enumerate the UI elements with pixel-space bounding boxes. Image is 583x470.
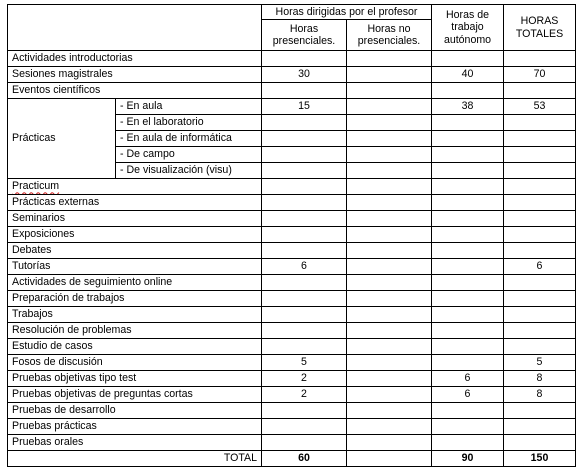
table-row bbox=[8, 403, 576, 419]
hours-no-presenciales bbox=[347, 99, 432, 115]
hours-totales bbox=[504, 339, 576, 355]
hours-autonomo bbox=[432, 435, 504, 451]
hours-autonomo bbox=[432, 243, 504, 259]
hours-autonomo: 6 bbox=[432, 371, 504, 387]
hours-autonomo: 6 bbox=[432, 387, 504, 403]
header-row-1 bbox=[8, 5, 576, 20]
table-row bbox=[8, 339, 576, 355]
hours-totales bbox=[504, 227, 576, 243]
table-row bbox=[8, 179, 576, 195]
hours-no-presenciales bbox=[347, 435, 432, 451]
hours-totales: 150 bbox=[504, 451, 576, 467]
hours-totales: 8 bbox=[504, 387, 576, 403]
hours-totales bbox=[504, 243, 576, 259]
hours-autonomo bbox=[432, 131, 504, 147]
header-presenciales: Horas presenciales. bbox=[262, 20, 347, 51]
hours-totales bbox=[504, 51, 576, 67]
hours-no-presenciales bbox=[347, 243, 432, 259]
table-row bbox=[8, 371, 576, 387]
hours-no-presenciales bbox=[347, 147, 432, 163]
header-totales: HORAS TOTALES bbox=[504, 5, 576, 51]
table-row bbox=[8, 259, 576, 275]
hours-totales: 53 bbox=[504, 99, 576, 115]
hours-totales bbox=[504, 147, 576, 163]
hours-presenciales bbox=[262, 179, 347, 195]
hours-presenciales bbox=[262, 227, 347, 243]
hours-no-presenciales bbox=[347, 403, 432, 419]
hours-no-presenciales bbox=[347, 387, 432, 403]
hours-no-presenciales bbox=[347, 419, 432, 435]
hours-presenciales bbox=[262, 243, 347, 259]
table-row bbox=[8, 435, 576, 451]
hours-presenciales bbox=[262, 195, 347, 211]
total-label: TOTAL bbox=[8, 451, 262, 467]
table-row bbox=[8, 195, 576, 211]
hours-table bbox=[7, 4, 576, 467]
hours-no-presenciales bbox=[347, 51, 432, 67]
practicas-subtype: - De campo bbox=[116, 147, 262, 163]
hours-autonomo bbox=[432, 195, 504, 211]
hours-totales bbox=[504, 115, 576, 131]
activity-label: Pruebas prácticas bbox=[8, 419, 262, 435]
table-row bbox=[8, 291, 576, 307]
hours-presenciales bbox=[262, 147, 347, 163]
activity-label: Sesiones magistrales bbox=[8, 67, 262, 83]
hours-autonomo bbox=[432, 275, 504, 291]
activity-label: Fosos de discusión bbox=[8, 355, 262, 371]
header-blank-cell bbox=[8, 5, 262, 51]
activity-label-text: Practicum bbox=[12, 180, 60, 193]
hours-presenciales bbox=[262, 435, 347, 451]
practicas-row bbox=[8, 99, 576, 115]
activity-label: Pruebas orales bbox=[8, 435, 262, 451]
activity-label: Pruebas objetivas tipo test bbox=[8, 371, 262, 387]
hours-autonomo bbox=[432, 291, 504, 307]
hours-autonomo bbox=[432, 51, 504, 67]
hours-presenciales bbox=[262, 291, 347, 307]
hours-presenciales bbox=[262, 419, 347, 435]
table-row bbox=[8, 51, 576, 67]
hours-no-presenciales bbox=[347, 355, 432, 371]
hours-totales bbox=[504, 403, 576, 419]
hours-totales bbox=[504, 83, 576, 99]
practicas-subtype: - En aula de informática bbox=[116, 131, 262, 147]
hours-presenciales: 5 bbox=[262, 355, 347, 371]
activity-label: Pruebas objetivas de preguntas cortas bbox=[8, 387, 262, 403]
hours-presenciales: 60 bbox=[262, 451, 347, 467]
hours-no-presenciales bbox=[347, 67, 432, 83]
practicas-subtype: - De visualización (visu) bbox=[116, 163, 262, 179]
table-row bbox=[8, 307, 576, 323]
activity-label: Resolución de problemas bbox=[8, 323, 262, 339]
hours-autonomo bbox=[432, 323, 504, 339]
hours-autonomo: 40 bbox=[432, 67, 504, 83]
hours-presenciales bbox=[262, 275, 347, 291]
activity-label: Tutorías bbox=[8, 259, 262, 275]
hours-no-presenciales bbox=[347, 291, 432, 307]
hours-presenciales: 30 bbox=[262, 67, 347, 83]
hours-no-presenciales bbox=[347, 211, 432, 227]
table-row bbox=[8, 323, 576, 339]
hours-presenciales bbox=[262, 83, 347, 99]
table-row bbox=[8, 211, 576, 227]
hours-no-presenciales bbox=[347, 275, 432, 291]
hours-totales: 8 bbox=[504, 371, 576, 387]
hours-no-presenciales bbox=[347, 339, 432, 355]
hours-presenciales bbox=[262, 115, 347, 131]
hours-autonomo bbox=[432, 307, 504, 323]
table-row bbox=[8, 243, 576, 259]
hours-totales bbox=[504, 211, 576, 227]
hours-autonomo: 38 bbox=[432, 99, 504, 115]
hours-no-presenciales bbox=[347, 163, 432, 179]
hours-presenciales: 2 bbox=[262, 371, 347, 387]
hours-totales bbox=[504, 435, 576, 451]
activity-label: Estudio de casos bbox=[8, 339, 262, 355]
hours-presenciales bbox=[262, 323, 347, 339]
hours-no-presenciales bbox=[347, 307, 432, 323]
activity-label: Actividades introductorias bbox=[8, 51, 262, 67]
hours-totales: 5 bbox=[504, 355, 576, 371]
practicas-label: Prácticas bbox=[8, 99, 116, 179]
header-no-presenciales: Horas no presenciales. bbox=[347, 20, 432, 51]
hours-autonomo bbox=[432, 115, 504, 131]
practicas-subtype: - En aula bbox=[116, 99, 262, 115]
hours-no-presenciales bbox=[347, 371, 432, 387]
hours-no-presenciales bbox=[347, 227, 432, 243]
table-row bbox=[8, 419, 576, 435]
hours-autonomo bbox=[432, 403, 504, 419]
hours-presenciales: 2 bbox=[262, 387, 347, 403]
table-row bbox=[8, 275, 576, 291]
hours-totales: 70 bbox=[504, 67, 576, 83]
hours-totales: 6 bbox=[504, 259, 576, 275]
hours-no-presenciales bbox=[347, 259, 432, 275]
hours-totales bbox=[504, 275, 576, 291]
hours-totales bbox=[504, 323, 576, 339]
hours-totales bbox=[504, 419, 576, 435]
activity-label: Pruebas de desarrollo bbox=[8, 403, 262, 419]
hours-autonomo bbox=[432, 259, 504, 275]
hours-autonomo: 90 bbox=[432, 451, 504, 467]
hours-autonomo bbox=[432, 147, 504, 163]
hours-totales bbox=[504, 195, 576, 211]
hours-autonomo bbox=[432, 179, 504, 195]
activity-label: Preparación de trabajos bbox=[8, 291, 262, 307]
hours-no-presenciales bbox=[347, 195, 432, 211]
activity-label: Trabajos bbox=[8, 307, 262, 323]
hours-presenciales bbox=[262, 211, 347, 227]
hours-totales bbox=[504, 291, 576, 307]
hours-autonomo bbox=[432, 227, 504, 243]
activity-label bbox=[8, 179, 262, 195]
hours-totales bbox=[504, 179, 576, 195]
hours-presenciales: 15 bbox=[262, 99, 347, 115]
header-group-title: Horas dirigidas por el profesor bbox=[262, 5, 432, 20]
hours-totales bbox=[504, 131, 576, 147]
activity-label: Prácticas externas bbox=[8, 195, 262, 211]
hours-autonomo bbox=[432, 211, 504, 227]
hours-no-presenciales bbox=[347, 83, 432, 99]
table-row bbox=[8, 67, 576, 83]
hours-presenciales bbox=[262, 51, 347, 67]
hours-autonomo bbox=[432, 83, 504, 99]
activity-label: Debates bbox=[8, 243, 262, 259]
hours-presenciales bbox=[262, 307, 347, 323]
activity-label: Seminarios bbox=[8, 211, 262, 227]
table-row bbox=[8, 83, 576, 99]
hours-no-presenciales bbox=[347, 451, 432, 467]
hours-autonomo bbox=[432, 355, 504, 371]
hours-presenciales bbox=[262, 163, 347, 179]
hours-no-presenciales bbox=[347, 115, 432, 131]
activity-label: Actividades de seguimiento online bbox=[8, 275, 262, 291]
hours-presenciales: 6 bbox=[262, 259, 347, 275]
hours-no-presenciales bbox=[347, 323, 432, 339]
hours-autonomo bbox=[432, 339, 504, 355]
hours-no-presenciales bbox=[347, 179, 432, 195]
table-row bbox=[8, 227, 576, 243]
hours-totales bbox=[504, 307, 576, 323]
hours-autonomo bbox=[432, 419, 504, 435]
table-row bbox=[8, 387, 576, 403]
table-row bbox=[8, 355, 576, 371]
practicas-subtype: - En el laboratorio bbox=[116, 115, 262, 131]
hours-presenciales bbox=[262, 131, 347, 147]
total-row bbox=[8, 451, 576, 467]
hours-presenciales bbox=[262, 403, 347, 419]
hours-presenciales bbox=[262, 339, 347, 355]
activity-label: Exposiciones bbox=[8, 227, 262, 243]
hours-autonomo bbox=[432, 163, 504, 179]
hours-totales bbox=[504, 163, 576, 179]
hours-no-presenciales bbox=[347, 131, 432, 147]
header-autonomo: Horas de trabajo autónomo bbox=[432, 5, 504, 51]
activity-label: Eventos científicos bbox=[8, 83, 262, 99]
